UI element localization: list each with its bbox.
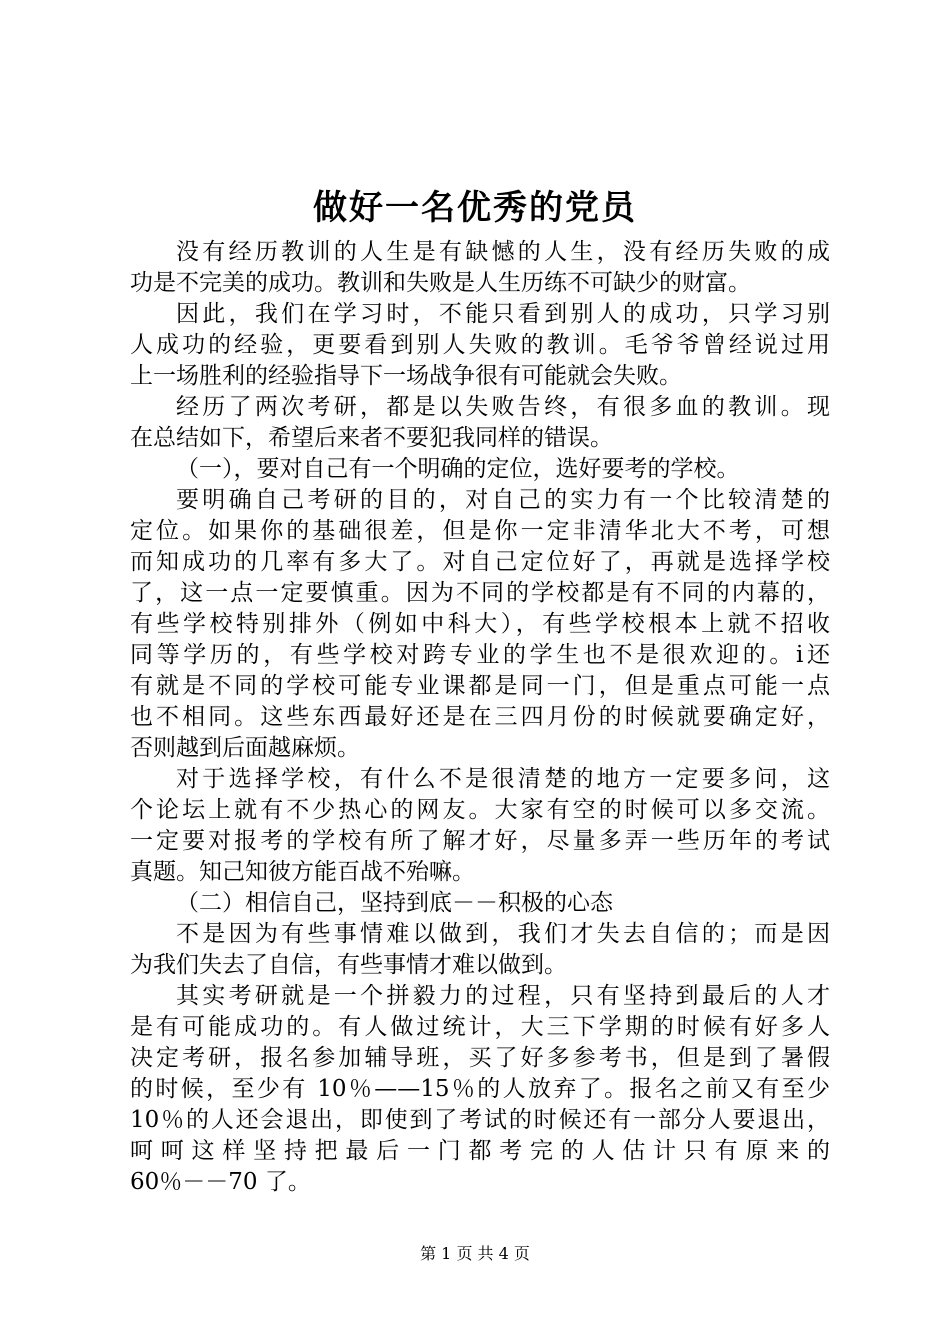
text-line: 决定考研，报名参加辅导班，买了好多参考书，但是到了暑假 xyxy=(130,1045,830,1071)
text-line: 功是不完美的成功。教训和失败是人生历练不可缺少的财富。 xyxy=(130,270,751,296)
section-heading: （一），要对自己有一个明确的定位，选好要考的学校。 xyxy=(176,456,740,482)
text-line: 真题。知己知彼方能百战不殆嘛。 xyxy=(130,859,475,885)
text-line: 对于选择学校，有什么不是很清楚的地方一定要多问，这 xyxy=(176,766,830,792)
text-line: 是有可能成功的。有人做过统计，大三下学期的时候有好多人 xyxy=(130,1014,830,1040)
text-line: 其实考研就是一个拼毅力的过程，只有坚持到最后的人才 xyxy=(176,983,830,1009)
text-line: 上一场胜利的经验指导下一场战争很有可能就会失败。 xyxy=(130,363,682,389)
text-line: 了，这一点一定要慎重。因为不同的学校都是有不同的内幕的， xyxy=(130,580,830,606)
text-line: 有些学校特别排外（例如中科大），有些学校根本上就不招收 xyxy=(130,611,830,637)
text-line: 10％的人还会退出，即使到了考试的时候还有一部分人要退出， xyxy=(130,1107,830,1133)
text-line: 定位。如果你的基础很差，但是你一定非清华北大不考，可想 xyxy=(130,518,830,544)
text-line: 而知成功的几率有多大了。对自己定位好了，再就是选择学校 xyxy=(130,549,830,575)
text-line: 一定要对报考的学校有所了解才好，尽量多弄一些历年的考试 xyxy=(130,828,830,854)
page-footer: 第 1 页 共 4 页 xyxy=(420,1244,530,1263)
document-body xyxy=(130,237,830,1198)
text-line: 否则越到后面越麻烦。 xyxy=(130,735,360,761)
text-line: 要明确自己考研的目的，对自己的实力有一个比较清楚的 xyxy=(176,487,830,513)
text-line: 没有经历教训的人生是有缺憾的人生，没有经历失败的成 xyxy=(176,239,830,265)
text-line: 60％－－70 了。 xyxy=(130,1169,311,1195)
text-line: 因此，我们在学习时，不能只看到别人的成功，只学习别 xyxy=(176,301,830,327)
text-line: 有就是不同的学校可能专业课都是同一门，但是重点可能一点 xyxy=(130,673,830,699)
text-line: 个论坛上就有不少热心的网友。大家有空的时候可以多交流。 xyxy=(130,797,830,823)
text-line: 人成功的经验，更要看到别人失败的教训。毛爷爷曾经说过用 xyxy=(130,332,830,358)
text-line: 经历了两次考研，都是以失败告终，有很多血的教训。现 xyxy=(176,394,830,420)
text-line: 的时候，至少有 10％——15％的人放弃了。报名之前又有至少 xyxy=(130,1076,830,1102)
text-line: 为我们失去了自信，有些事情才难以做到。 xyxy=(130,952,567,978)
text-line: 呵呵这样坚持把最后一门都考完的人估计只有原来的 xyxy=(130,1138,830,1164)
text-line: 不是因为有些事情难以做到，我们才失去自信的；而是因 xyxy=(176,921,830,947)
text-line: 同等学历的，有些学校对跨专业的学生也不是很欢迎的。i还 xyxy=(130,642,830,668)
text-line: 在总结如下，希望后来者不要犯我同样的错误。 xyxy=(130,425,613,451)
section-heading: （二）相信自己，坚持到底－－积极的心态 xyxy=(176,890,613,916)
document-title: 做好一名优秀的党员 xyxy=(313,188,637,228)
text-line: 也不相同。这些东西最好还是在三四月份的时候就要确定好， xyxy=(130,704,830,730)
